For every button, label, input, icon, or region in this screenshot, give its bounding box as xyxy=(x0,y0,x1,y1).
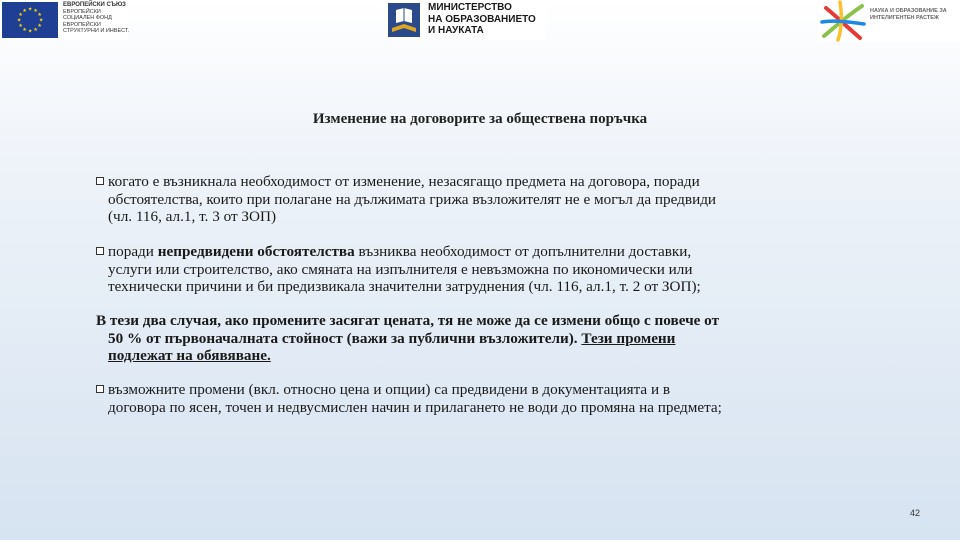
note-paragraph xyxy=(96,312,896,365)
eu-star-icon: ★ xyxy=(22,28,27,34)
paragraph-line xyxy=(96,330,896,348)
program-logo xyxy=(818,0,960,42)
paragraph-line: услуги или строителство, ако смяната на изпълнителя е невъзможна по икономически или xyxy=(108,260,693,278)
eu-star-icon: ★ xyxy=(33,9,38,15)
paragraph-line xyxy=(96,243,896,261)
eu-star-icon: ★ xyxy=(27,29,33,35)
eu-logo-text xyxy=(63,2,130,35)
square-bullet-icon xyxy=(96,177,104,185)
program-logo-line: ИНТЕЛИГЕНТЕН РАСТЕЖ xyxy=(870,15,939,21)
paragraph-line: когато е възникнала необходимост от изменение, незасягащо предмета на договора, поради xyxy=(108,173,700,190)
eu-star-icon: ★ xyxy=(18,13,23,19)
ministry-logo-line: НА ОБРАЗОВАНИЕТО xyxy=(428,13,536,25)
text-run: поради xyxy=(108,243,158,260)
ministry-logo-text xyxy=(428,2,536,37)
bullet-paragraph-3 xyxy=(96,381,896,416)
ministry-emblem-icon xyxy=(387,2,421,38)
paragraph-line: възможните промени (вкл. относно цена и опции) са предвидени в документацията и в xyxy=(108,381,671,398)
program-logo-text xyxy=(870,8,947,22)
paragraph-line: обстоятелства, които при полагане на дължимата грижа възложителят не е могъл да предвиди xyxy=(108,190,717,208)
eu-star-icon: ★ xyxy=(22,9,27,15)
bullet-paragraph-2 xyxy=(96,243,896,296)
eu-star-icon: ★ xyxy=(18,24,23,30)
program-mark-icon xyxy=(820,0,866,42)
paragraph-line: технически причини и би предизвикала значителни затруднения (чл. 116, ал.1, т. 2 от ЗОП); xyxy=(108,278,701,295)
eu-star-icon: ★ xyxy=(27,7,33,13)
emphasis-text: непредвидени обстоятелства xyxy=(157,243,355,260)
eu-star-icon: ★ xyxy=(16,18,22,24)
slide-title: Изменение на договорите за обществена поръчка xyxy=(312,111,648,127)
paragraph-line: договора по ясен, точен и недвусмислен начин и прилагането не води до промяна на предмета; xyxy=(108,398,722,416)
eu-logo-line: ЕВРОПЕЙСКИ xyxy=(63,8,101,15)
eu-logo-line: СТРУКТУРНИ И ИНВЕСТ. xyxy=(63,28,130,35)
eu-logo-line: СОЦИАЛЕН ФОНД xyxy=(63,15,112,22)
underlined-text: подлежат на обявяване. xyxy=(108,347,271,364)
eu-logo-line: ЕВРОПЕЙСКИ СЪЮЗ xyxy=(63,2,126,8)
program-logo-line: НАУКА И ОБРАЗОВАНИЕ ЗА xyxy=(870,8,947,14)
eu-star-icon: ★ xyxy=(38,18,44,24)
paragraph-line: (чл. 116, ал.1, т. 3 от ЗОП) xyxy=(108,208,277,225)
page-number: 42 xyxy=(909,508,920,518)
ministry-logo-line: МИНИСТЕРСТВО xyxy=(428,2,512,13)
ministry-logo xyxy=(384,0,546,40)
eu-star-icon: ★ xyxy=(33,28,38,34)
eu-logo-line: ЕВРОПЕЙСКИ xyxy=(63,21,101,28)
text-run: възниква необходимост от допълнителни доставки, xyxy=(354,243,692,260)
text-run: 50 % от първоначалната стойност (важи за публични възложители). xyxy=(108,329,582,347)
eu-star-icon: ★ xyxy=(37,24,42,30)
header-logos xyxy=(0,0,960,42)
eu-logo xyxy=(0,0,128,40)
ministry-logo-line: И НАУКАТА xyxy=(428,25,484,36)
paragraph-line: В тези два случая, ако промените засягат цената, тя не може да се измени общо с повече от xyxy=(96,312,720,329)
underlined-text: Тези промени xyxy=(581,329,676,347)
bullet-paragraph-1 xyxy=(96,173,896,226)
eu-star-icon: ★ xyxy=(37,13,42,19)
square-bullet-icon xyxy=(96,247,104,255)
square-bullet-icon xyxy=(96,385,104,393)
paragraph-line xyxy=(96,347,896,365)
eu-flag-icon xyxy=(2,2,58,38)
